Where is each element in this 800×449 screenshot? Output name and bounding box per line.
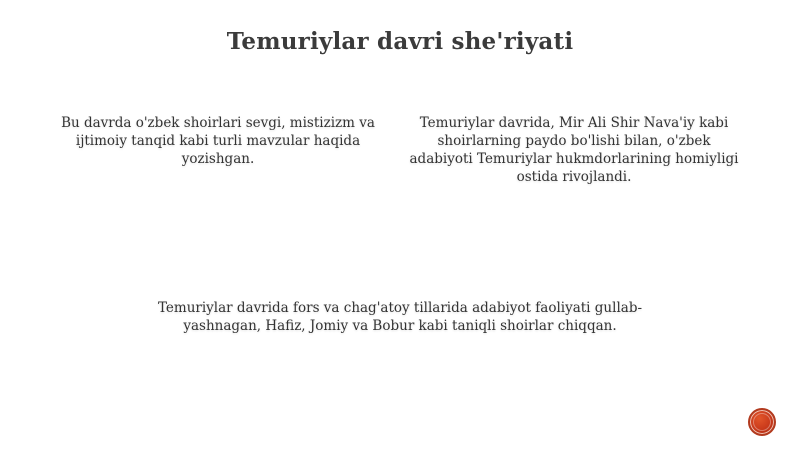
next-slide-button[interactable]: [748, 408, 776, 436]
paragraph-right: Temuriylar davrida, Mir Ali Shir Nava'iy kabi shoirlarning paydo bo'lishi bilan, o'zbek adabiyoti Temuriylar hukmdorlarining homiyligi ostida rivojlandi.: [409, 115, 739, 185]
paragraph-left: Bu davrda o'zbek shoirlari sevgi, mistizizm va ijtimoiy tanqid kabi turli mavzular haqida yozishgan.: [61, 115, 375, 167]
slide-title: Temuriylar davri she'riyati: [226, 28, 574, 55]
paragraph-bottom: Temuriylar davrida fors va chag'atoy tillarida adabiyot faoliyati gullab-yashnagan, Hafiz, Jomiy va Bobur kabi taniqli shoirlar chiqqan.: [157, 300, 643, 334]
